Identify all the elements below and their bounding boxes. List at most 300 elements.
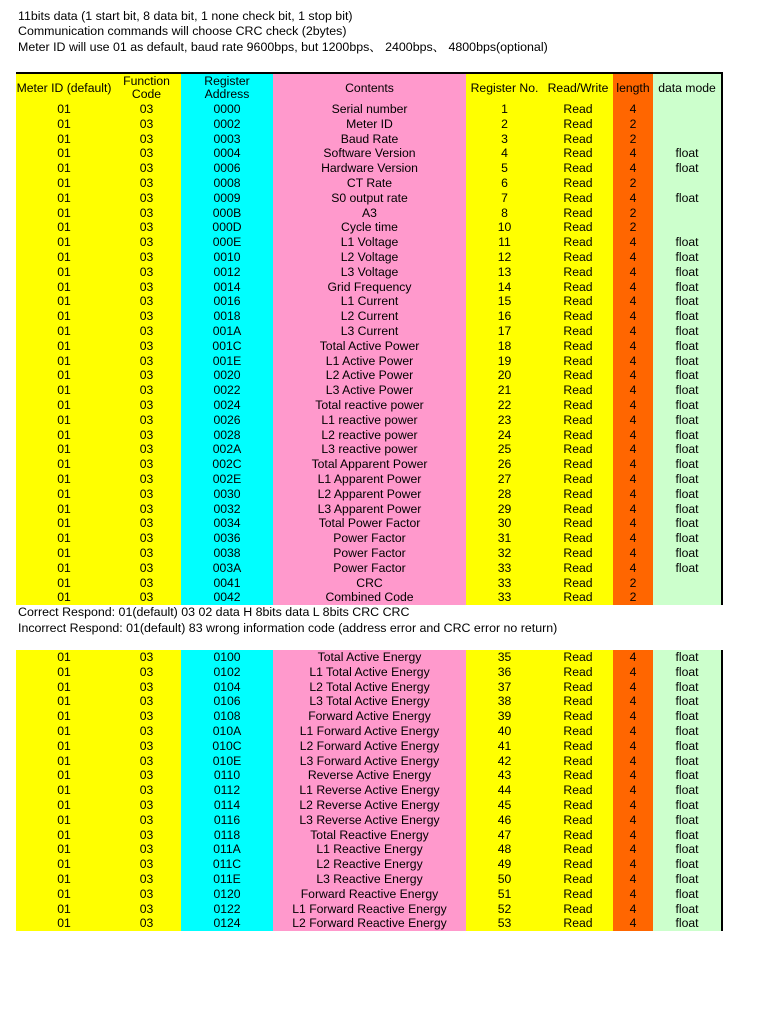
function-code-cell: 03 bbox=[112, 665, 181, 680]
register-address-cell: 0026 bbox=[181, 413, 273, 428]
meter-id-cell: 01 bbox=[16, 309, 112, 324]
contents-cell: Total Power Factor bbox=[273, 516, 466, 531]
table-row bbox=[16, 161, 722, 176]
table-row bbox=[16, 428, 722, 443]
contents-cell: Total Apparent Power bbox=[273, 457, 466, 472]
function-code-cell: 03 bbox=[112, 339, 181, 354]
register-table-2 bbox=[16, 650, 723, 931]
table-row bbox=[16, 339, 722, 354]
length-cell: 4 bbox=[613, 813, 653, 828]
function-code-cell: 03 bbox=[112, 442, 181, 457]
read-write-cell: Read bbox=[543, 457, 613, 472]
length-cell: 4 bbox=[613, 546, 653, 561]
data-mode-cell: float bbox=[653, 383, 722, 398]
data-mode-cell: float bbox=[653, 294, 722, 309]
incorrect-respond-line: Incorrect Respond: 01(default) 83 wrong information code (address error and CRC error no return) bbox=[18, 621, 558, 635]
contents-cell: Total Active Energy bbox=[273, 650, 466, 665]
meter-id-cell: 01 bbox=[16, 294, 112, 309]
register-no-cell: 46 bbox=[466, 813, 543, 828]
function-code-cell: 03 bbox=[112, 680, 181, 695]
table-row bbox=[16, 294, 722, 309]
meter-id-cell: 01 bbox=[16, 916, 112, 931]
register-address-cell: 002A bbox=[181, 442, 273, 457]
function-code-cell: 03 bbox=[112, 117, 181, 132]
register-no-cell: 45 bbox=[466, 798, 543, 813]
register-no-cell: 3 bbox=[466, 132, 543, 147]
length-cell: 4 bbox=[613, 754, 653, 769]
table-row bbox=[16, 665, 722, 680]
table-row bbox=[16, 176, 722, 191]
data-mode-cell: float bbox=[653, 413, 722, 428]
meter-id-cell: 01 bbox=[16, 709, 112, 724]
register-no-cell: 38 bbox=[466, 694, 543, 709]
length-cell: 4 bbox=[613, 250, 653, 265]
function-code-cell: 03 bbox=[112, 813, 181, 828]
read-write-cell: Read bbox=[543, 902, 613, 917]
register-no-cell: 24 bbox=[466, 428, 543, 443]
data-mode-cell: float bbox=[653, 561, 722, 576]
contents-cell: CT Rate bbox=[273, 176, 466, 191]
register-no-cell: 22 bbox=[466, 398, 543, 413]
read-write-cell: Read bbox=[543, 561, 613, 576]
read-write-cell: Read bbox=[543, 531, 613, 546]
meter-id-cell: 01 bbox=[16, 768, 112, 783]
register-address-cell: 010E bbox=[181, 754, 273, 769]
register-no-cell: 25 bbox=[466, 442, 543, 457]
contents-cell: Forward Active Energy bbox=[273, 709, 466, 724]
read-write-cell: Read bbox=[543, 768, 613, 783]
register-address-cell: 0041 bbox=[181, 576, 273, 591]
register-address-cell: 0032 bbox=[181, 502, 273, 517]
data-mode-cell: float bbox=[653, 428, 722, 443]
length-cell: 4 bbox=[613, 531, 653, 546]
meter-id-cell: 01 bbox=[16, 783, 112, 798]
read-write-cell: Read bbox=[543, 146, 613, 161]
function-code-cell: 03 bbox=[112, 146, 181, 161]
header-read-write: Read/Write bbox=[543, 73, 613, 102]
function-code-cell: 03 bbox=[112, 768, 181, 783]
register-address-cell: 003A bbox=[181, 561, 273, 576]
length-cell: 2 bbox=[613, 176, 653, 191]
length-cell: 4 bbox=[613, 265, 653, 280]
function-code-cell: 03 bbox=[112, 472, 181, 487]
length-cell: 2 bbox=[613, 576, 653, 591]
length-cell: 4 bbox=[613, 872, 653, 887]
register-address-cell: 0012 bbox=[181, 265, 273, 280]
contents-cell: Total Reactive Energy bbox=[273, 828, 466, 843]
header-length: length bbox=[613, 73, 653, 102]
read-write-cell: Read bbox=[543, 265, 613, 280]
intro-line-1: 11bits data (1 start bit, 8 data bit, 1 none check bit, 1 stop bit) bbox=[18, 9, 353, 23]
table-row bbox=[16, 872, 722, 887]
data-mode-cell: float bbox=[653, 324, 722, 339]
table-row bbox=[16, 220, 722, 235]
length-cell: 4 bbox=[613, 413, 653, 428]
length-cell: 4 bbox=[613, 902, 653, 917]
contents-cell: Power Factor bbox=[273, 546, 466, 561]
register-no-cell: 40 bbox=[466, 724, 543, 739]
function-code-cell: 03 bbox=[112, 516, 181, 531]
register-no-cell: 28 bbox=[466, 487, 543, 502]
function-code-cell: 03 bbox=[112, 739, 181, 754]
register-address-cell: 0004 bbox=[181, 146, 273, 161]
table-row bbox=[16, 487, 722, 502]
table-row bbox=[16, 768, 722, 783]
read-write-cell: Read bbox=[543, 206, 613, 221]
register-no-cell: 35 bbox=[466, 650, 543, 665]
register-address-cell: 0122 bbox=[181, 902, 273, 917]
meter-id-cell: 01 bbox=[16, 413, 112, 428]
register-no-cell: 43 bbox=[466, 768, 543, 783]
data-mode-cell: float bbox=[653, 842, 722, 857]
contents-cell: Power Factor bbox=[273, 531, 466, 546]
data-mode-cell: float bbox=[653, 487, 722, 502]
contents-cell: L3 Apparent Power bbox=[273, 502, 466, 517]
data-mode-cell bbox=[653, 576, 722, 591]
length-cell: 4 bbox=[613, 191, 653, 206]
table-row bbox=[16, 117, 722, 132]
meter-id-cell: 01 bbox=[16, 857, 112, 872]
table-row bbox=[16, 694, 722, 709]
data-mode-cell: float bbox=[653, 709, 722, 724]
contents-cell: L1 Apparent Power bbox=[273, 472, 466, 487]
read-write-cell: Read bbox=[543, 383, 613, 398]
read-write-cell: Read bbox=[543, 191, 613, 206]
register-address-cell: 0008 bbox=[181, 176, 273, 191]
data-mode-cell: float bbox=[653, 768, 722, 783]
length-cell: 2 bbox=[613, 206, 653, 221]
read-write-cell: Read bbox=[543, 220, 613, 235]
table-row bbox=[16, 590, 722, 605]
register-address-cell: 0030 bbox=[181, 487, 273, 502]
data-mode-cell: float bbox=[653, 783, 722, 798]
function-code-cell: 03 bbox=[112, 176, 181, 191]
register-no-cell: 17 bbox=[466, 324, 543, 339]
data-mode-cell: float bbox=[653, 146, 722, 161]
table-row bbox=[16, 235, 722, 250]
register-address-cell: 010C bbox=[181, 739, 273, 754]
register-no-cell: 4 bbox=[466, 146, 543, 161]
length-cell: 4 bbox=[613, 887, 653, 902]
intro-line-3: Meter ID will use 01 as default, baud rate 9600bps, but 1200bps、 2400bps、 4800bps(optional) bbox=[18, 40, 548, 54]
contents-cell: L3 Reverse Active Energy bbox=[273, 813, 466, 828]
data-mode-cell: float bbox=[653, 235, 722, 250]
length-cell: 4 bbox=[613, 472, 653, 487]
contents-cell: CRC bbox=[273, 576, 466, 591]
table-row bbox=[16, 102, 722, 117]
data-mode-cell bbox=[653, 176, 722, 191]
register-no-cell: 30 bbox=[466, 516, 543, 531]
data-mode-cell: float bbox=[653, 902, 722, 917]
register-no-cell: 8 bbox=[466, 206, 543, 221]
meter-id-cell: 01 bbox=[16, 665, 112, 680]
register-no-cell: 19 bbox=[466, 354, 543, 369]
register-address-cell: 011E bbox=[181, 872, 273, 887]
length-cell: 4 bbox=[613, 294, 653, 309]
function-code-cell: 03 bbox=[112, 235, 181, 250]
data-mode-cell: float bbox=[653, 650, 722, 665]
table-row bbox=[16, 576, 722, 591]
register-address-cell: 0110 bbox=[181, 768, 273, 783]
length-cell: 4 bbox=[613, 516, 653, 531]
table-row bbox=[16, 309, 722, 324]
length-cell: 4 bbox=[613, 102, 653, 117]
register-no-cell: 21 bbox=[466, 383, 543, 398]
length-cell: 4 bbox=[613, 383, 653, 398]
contents-cell: L3 Forward Active Energy bbox=[273, 754, 466, 769]
data-mode-cell: float bbox=[653, 916, 722, 931]
function-code-cell: 03 bbox=[112, 576, 181, 591]
contents-cell: Cycle time bbox=[273, 220, 466, 235]
read-write-cell: Read bbox=[543, 798, 613, 813]
register-address-cell: 011A bbox=[181, 842, 273, 857]
read-write-cell: Read bbox=[543, 576, 613, 591]
data-mode-cell: float bbox=[653, 191, 722, 206]
table-row bbox=[16, 265, 722, 280]
table-row bbox=[16, 813, 722, 828]
length-cell: 4 bbox=[613, 487, 653, 502]
data-mode-cell: float bbox=[653, 442, 722, 457]
contents-cell: L2 Active Power bbox=[273, 368, 466, 383]
header-meter-id: Meter ID (default) bbox=[16, 73, 112, 102]
register-no-cell: 6 bbox=[466, 176, 543, 191]
read-write-cell: Read bbox=[543, 487, 613, 502]
table-row bbox=[16, 842, 722, 857]
table-row bbox=[16, 783, 722, 798]
contents-cell: L2 Voltage bbox=[273, 250, 466, 265]
contents-cell: L1 Total Active Energy bbox=[273, 665, 466, 680]
length-cell: 4 bbox=[613, 842, 653, 857]
register-no-cell: 36 bbox=[466, 665, 543, 680]
length-cell: 4 bbox=[613, 502, 653, 517]
register-address-cell: 001A bbox=[181, 324, 273, 339]
function-code-cell: 03 bbox=[112, 220, 181, 235]
table-header-row bbox=[16, 73, 722, 102]
function-code-cell: 03 bbox=[112, 798, 181, 813]
function-code-cell: 03 bbox=[112, 132, 181, 147]
read-write-cell: Read bbox=[543, 783, 613, 798]
data-mode-cell bbox=[653, 220, 722, 235]
function-code-cell: 03 bbox=[112, 887, 181, 902]
meter-id-cell: 01 bbox=[16, 842, 112, 857]
data-mode-cell bbox=[653, 102, 722, 117]
meter-id-cell: 01 bbox=[16, 546, 112, 561]
contents-cell: Power Factor bbox=[273, 561, 466, 576]
register-address-cell: 0106 bbox=[181, 694, 273, 709]
register-no-cell: 31 bbox=[466, 531, 543, 546]
contents-cell: L2 Reverse Active Energy bbox=[273, 798, 466, 813]
register-address-cell: 0014 bbox=[181, 280, 273, 295]
meter-id-cell: 01 bbox=[16, 502, 112, 517]
meter-id-cell: 01 bbox=[16, 280, 112, 295]
read-write-cell: Read bbox=[543, 102, 613, 117]
function-code-cell: 03 bbox=[112, 502, 181, 517]
register-address-cell: 0112 bbox=[181, 783, 273, 798]
table-row bbox=[16, 368, 722, 383]
length-cell: 4 bbox=[613, 798, 653, 813]
register-address-cell: 0042 bbox=[181, 590, 273, 605]
function-code-cell: 03 bbox=[112, 857, 181, 872]
read-write-cell: Read bbox=[543, 235, 613, 250]
table-row bbox=[16, 146, 722, 161]
table-row bbox=[16, 561, 722, 576]
register-no-cell: 26 bbox=[466, 457, 543, 472]
register-no-cell: 42 bbox=[466, 754, 543, 769]
length-cell: 4 bbox=[613, 739, 653, 754]
register-no-cell: 12 bbox=[466, 250, 543, 265]
meter-id-cell: 01 bbox=[16, 442, 112, 457]
read-write-cell: Read bbox=[543, 887, 613, 902]
data-mode-cell: float bbox=[653, 754, 722, 769]
table-row bbox=[16, 739, 722, 754]
meter-id-cell: 01 bbox=[16, 132, 112, 147]
register-address-cell: 0116 bbox=[181, 813, 273, 828]
table-row bbox=[16, 502, 722, 517]
contents-cell: Total Active Power bbox=[273, 339, 466, 354]
data-mode-cell: float bbox=[653, 457, 722, 472]
length-cell: 4 bbox=[613, 768, 653, 783]
function-code-cell: 03 bbox=[112, 754, 181, 769]
function-code-cell: 03 bbox=[112, 457, 181, 472]
function-code-cell: 03 bbox=[112, 546, 181, 561]
register-no-cell: 20 bbox=[466, 368, 543, 383]
function-code-cell: 03 bbox=[112, 102, 181, 117]
meter-id-cell: 01 bbox=[16, 724, 112, 739]
data-mode-cell bbox=[653, 132, 722, 147]
meter-id-cell: 01 bbox=[16, 324, 112, 339]
meter-id-cell: 01 bbox=[16, 531, 112, 546]
data-mode-cell: float bbox=[653, 339, 722, 354]
data-mode-cell: float bbox=[653, 857, 722, 872]
table-row bbox=[16, 798, 722, 813]
read-write-cell: Read bbox=[543, 176, 613, 191]
data-mode-cell: float bbox=[653, 516, 722, 531]
contents-cell: L1 Current bbox=[273, 294, 466, 309]
function-code-cell: 03 bbox=[112, 650, 181, 665]
table-row bbox=[16, 398, 722, 413]
function-code-cell: 03 bbox=[112, 783, 181, 798]
read-write-cell: Read bbox=[543, 442, 613, 457]
function-code-cell: 03 bbox=[112, 428, 181, 443]
meter-id-cell: 01 bbox=[16, 754, 112, 769]
read-write-cell: Read bbox=[543, 117, 613, 132]
register-address-cell: 0104 bbox=[181, 680, 273, 695]
function-code-cell: 03 bbox=[112, 842, 181, 857]
contents-cell: L1 Forward Active Energy bbox=[273, 724, 466, 739]
meter-id-cell: 01 bbox=[16, 176, 112, 191]
read-write-cell: Read bbox=[543, 280, 613, 295]
function-code-cell: 03 bbox=[112, 413, 181, 428]
register-no-cell: 23 bbox=[466, 413, 543, 428]
register-address-cell: 0022 bbox=[181, 383, 273, 398]
length-cell: 4 bbox=[613, 783, 653, 798]
read-write-cell: Read bbox=[543, 398, 613, 413]
function-code-cell: 03 bbox=[112, 354, 181, 369]
table-row bbox=[16, 516, 722, 531]
meter-id-cell: 01 bbox=[16, 650, 112, 665]
contents-cell: L3 reactive power bbox=[273, 442, 466, 457]
table-row bbox=[16, 546, 722, 561]
function-code-cell: 03 bbox=[112, 383, 181, 398]
register-address-cell: 0036 bbox=[181, 531, 273, 546]
read-write-cell: Read bbox=[543, 472, 613, 487]
register-no-cell: 14 bbox=[466, 280, 543, 295]
table-row bbox=[16, 680, 722, 695]
table-row bbox=[16, 828, 722, 843]
table-row bbox=[16, 324, 722, 339]
register-address-cell: 001C bbox=[181, 339, 273, 354]
contents-cell: Grid Frequency bbox=[273, 280, 466, 295]
read-write-cell: Read bbox=[543, 872, 613, 887]
register-no-cell: 50 bbox=[466, 872, 543, 887]
function-code-cell: 03 bbox=[112, 265, 181, 280]
register-address-cell: 0000 bbox=[181, 102, 273, 117]
read-write-cell: Read bbox=[543, 813, 613, 828]
register-no-cell: 49 bbox=[466, 857, 543, 872]
register-address-cell: 0010 bbox=[181, 250, 273, 265]
read-write-cell: Read bbox=[543, 309, 613, 324]
read-write-cell: Read bbox=[543, 368, 613, 383]
length-cell: 4 bbox=[613, 709, 653, 724]
data-mode-cell: float bbox=[653, 724, 722, 739]
function-code-cell: 03 bbox=[112, 487, 181, 502]
read-write-cell: Read bbox=[543, 428, 613, 443]
data-mode-cell: float bbox=[653, 813, 722, 828]
read-write-cell: Read bbox=[543, 413, 613, 428]
meter-id-cell: 01 bbox=[16, 516, 112, 531]
length-cell: 2 bbox=[613, 117, 653, 132]
read-write-cell: Read bbox=[543, 916, 613, 931]
data-mode-cell: float bbox=[653, 872, 722, 887]
contents-cell: L3 Total Active Energy bbox=[273, 694, 466, 709]
table-row bbox=[16, 442, 722, 457]
data-mode-cell: float bbox=[653, 398, 722, 413]
data-mode-cell: float bbox=[653, 680, 722, 695]
register-address-cell: 0108 bbox=[181, 709, 273, 724]
intro-line-2: Communication commands will choose CRC check (2bytes) bbox=[18, 24, 347, 38]
data-mode-cell: float bbox=[653, 828, 722, 843]
table-row bbox=[16, 413, 722, 428]
data-mode-cell bbox=[653, 117, 722, 132]
data-mode-cell bbox=[653, 590, 722, 605]
function-code-cell: 03 bbox=[112, 368, 181, 383]
read-write-cell: Read bbox=[543, 324, 613, 339]
table-row bbox=[16, 887, 722, 902]
table-row bbox=[16, 354, 722, 369]
length-cell: 4 bbox=[613, 146, 653, 161]
register-no-cell: 51 bbox=[466, 887, 543, 902]
register-address-cell: 0100 bbox=[181, 650, 273, 665]
register-no-cell: 47 bbox=[466, 828, 543, 843]
contents-cell: L1 Voltage bbox=[273, 235, 466, 250]
length-cell: 4 bbox=[613, 857, 653, 872]
table-row bbox=[16, 902, 722, 917]
length-cell: 2 bbox=[613, 220, 653, 235]
length-cell: 4 bbox=[613, 339, 653, 354]
contents-cell: L3 Current bbox=[273, 324, 466, 339]
read-write-cell: Read bbox=[543, 754, 613, 769]
register-no-cell: 15 bbox=[466, 294, 543, 309]
read-write-cell: Read bbox=[543, 709, 613, 724]
register-address-cell: 0120 bbox=[181, 887, 273, 902]
meter-id-cell: 01 bbox=[16, 265, 112, 280]
length-cell: 4 bbox=[613, 561, 653, 576]
length-cell: 4 bbox=[613, 235, 653, 250]
table-row bbox=[16, 383, 722, 398]
header-register-address: Register Address bbox=[181, 73, 273, 102]
meter-id-cell: 01 bbox=[16, 191, 112, 206]
function-code-cell: 03 bbox=[112, 724, 181, 739]
